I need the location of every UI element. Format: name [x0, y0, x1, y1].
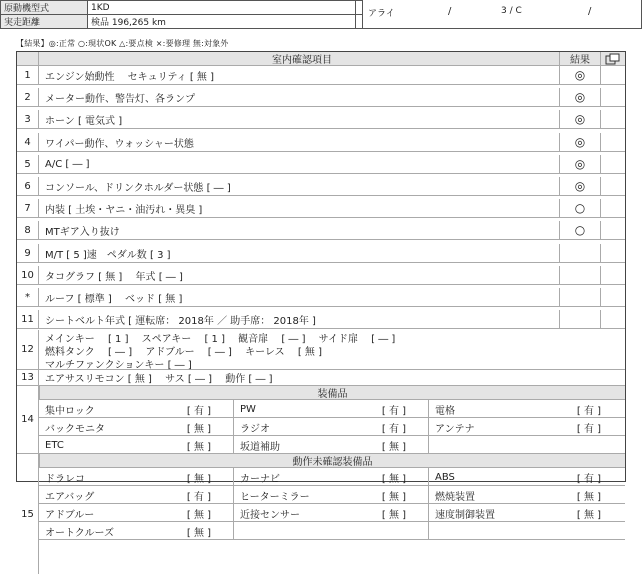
result-mark: ◎	[560, 155, 601, 173]
arai-slash-2: /	[588, 6, 592, 17]
result-mark: ◎	[560, 177, 601, 195]
table.unconfirmed-item-name	[234, 522, 359, 540]
table.equipment-item-name: ETC	[45, 439, 64, 451]
interior-check-table	[16, 51, 626, 539]
table.unconfirmed-item-name: ABS	[435, 471, 455, 483]
table.equipment-item-value: [ 無 ]	[381, 441, 407, 453]
alignment-box	[355, 0, 642, 29]
table.unconfirmed-item-name: エアバッグ	[45, 491, 95, 503]
result-header: 結果	[560, 52, 601, 65]
table-title: 室内確認項目	[39, 52, 560, 65]
table.unconfirmed-item-value: [ 無 ]	[381, 509, 407, 521]
table.unconfirmed-item-value: [ 無 ]	[381, 491, 407, 503]
unconfirmed-section-title: 動作未確認装備品	[39, 454, 625, 468]
table.unconfirmed-item-value: [ 無 ]	[381, 473, 407, 485]
result-mark: ◎	[560, 88, 601, 106]
table-row: 9 M/T [ 5 ]速 ペダル数 [ 3 ]	[17, 244, 625, 263]
table.unconfirmed-item-name: 速度制御装置	[435, 509, 495, 521]
table.unconfirmed-item-name	[429, 522, 554, 540]
table.unconfirmed-item-name: 近接センサー	[240, 509, 300, 521]
table.unconfirmed-item-value	[359, 522, 429, 540]
table.equipment-item-value: [ 有 ]	[381, 423, 407, 435]
table-row: 8 MTギア入り抜け ○	[17, 221, 625, 240]
keys-line-2: 燃料タンク [ ― ] アドブルー [ ― ] キーレス [ 無 ]	[45, 347, 322, 358]
table.equipment-item-name: 電格	[435, 405, 455, 417]
table-row: 11 シートベルト年式 [ 運転席： 2018年 ／ 助手席： 2018年 ]	[17, 310, 625, 329]
table.equipment-item-name	[429, 436, 554, 454]
table.equipment-item-name: PW	[240, 403, 256, 415]
table.unconfirmed-item-name: オートクルーズ	[45, 527, 114, 539]
table.unconfirmed-item-name: アドブルー	[45, 509, 95, 521]
table-row: 7 内装 [ 土埃・ヤニ・油汚れ・異臭 ] ○	[17, 199, 625, 218]
table.unconfirmed-item-name: 燃焼装置	[435, 491, 475, 503]
vehicle-info-table	[0, 0, 363, 29]
table.unconfirmed-item-name: カーナビ	[240, 473, 280, 485]
distance-value: 検品 196,265 km	[88, 15, 363, 29]
table.unconfirmed-item-value: [ 無 ]	[186, 509, 212, 521]
table.equipment-item-value: [ 無 ]	[186, 423, 212, 435]
table.unconfirmed-item-value: [ 有 ]	[186, 491, 212, 503]
result-mark: ◎	[560, 66, 601, 84]
result-mark	[560, 310, 601, 328]
table.unconfirmed-item-value: [ 無 ]	[576, 491, 602, 503]
table.equipment-item-value: [ 有 ]	[186, 405, 212, 417]
table-row-12: 12 メインキー [ 1 ] スペアキー [ 1 ] 観音扉 [ ― ] サイド扉 [ ― ] 燃料タンク [ ― ] アドブルー [ ― ] キーレス [ 無 ] マルチファンクションキー [ ― ]	[17, 330, 625, 370]
table.unconfirmed-item-value	[554, 522, 624, 540]
table.equipment-item-name: 坂道補助	[240, 441, 280, 453]
distance-label: 実走距離	[1, 15, 88, 29]
keys-line-3: マルチファンクションキー [ ― ]	[45, 360, 192, 371]
unconfirmed-num: 15	[17, 454, 39, 574]
arai-value: 3 / C	[501, 6, 522, 16]
table.unconfirmed-item-name: ヒーターミラー	[240, 491, 310, 503]
table.equipment-item-name: アンテナ	[435, 423, 475, 435]
table.equipment-item-name: バックモニタ	[45, 423, 105, 435]
table.equipment-item-value: [ 有 ]	[576, 423, 602, 435]
equipment-section-title: 装備品	[39, 386, 625, 400]
arai-slash-1: /	[448, 6, 452, 17]
table.unconfirmed-item-name: ドラレコ	[45, 473, 85, 485]
motor-type-value: 1KD	[88, 1, 363, 15]
table-row: 3 ホーン [ 電気式 ] ◎	[17, 110, 625, 129]
table-row: * ルーフ [ 標準 ] ベッド [ 無 ]	[17, 288, 625, 307]
table.unconfirmed-item-value: [ 無 ]	[576, 509, 602, 521]
table-row: 6 コンソール、ドリンクホルダー状態 [ ― ] ◎	[17, 177, 625, 196]
table.equipment-item-name: 集中ロック	[45, 405, 95, 417]
result-mark	[560, 244, 601, 262]
table.equipment-item-value: [ 有 ]	[576, 405, 602, 417]
result-mark: ○	[560, 221, 601, 239]
table-row: 4 ワイパー動作、ウォッシャー状態 ◎	[17, 133, 625, 152]
result-mark: ○	[560, 199, 601, 217]
table.unconfirmed-item-value: [ 無 ]	[186, 473, 212, 485]
copy-icon[interactable]	[601, 52, 625, 65]
motor-type-label: 原動機型式	[1, 1, 88, 15]
equipment-num: 14	[17, 386, 39, 454]
table-row: 1 エンジン始動性 セキュリティ [ 無 ] ◎	[17, 66, 625, 85]
table.unconfirmed-item-value: [ 無 ]	[186, 527, 212, 539]
result-legend: 【結果】◎:正常 ○:現状OK △:要点検 ×:要修理 無:対象外	[16, 39, 229, 48]
table-row: 10 タコグラフ [ 無 ] 年式 [ ― ]	[17, 266, 625, 285]
result-mark: ◎	[560, 133, 601, 151]
result-mark	[560, 266, 601, 284]
table.equipment-item-value: [ 無 ]	[186, 441, 212, 453]
result-mark	[560, 288, 601, 306]
table.equipment-item-value	[554, 436, 624, 454]
table-row: 2 メーター動作、警告灯、各ランプ ◎	[17, 88, 625, 107]
arai-label: アライ	[368, 9, 395, 19]
table-row-13: 13 エアサスリモコン [ 無 ] サス [ ― ] 動作 [ ― ]	[17, 370, 625, 386]
table.unconfirmed-item-value: [ 有 ]	[576, 473, 602, 485]
table.equipment-item-value: [ 有 ]	[381, 405, 407, 417]
table-row: 5 A/C [ ― ] ◎	[17, 155, 625, 174]
table-header-row	[17, 52, 625, 66]
table.equipment-item-name: ラジオ	[240, 423, 270, 435]
result-mark: ◎	[560, 110, 601, 128]
keys-line-1: メインキー [ 1 ] スペアキー [ 1 ] 観音扉 [ ― ] サイド扉 [ ― ]	[45, 334, 396, 345]
